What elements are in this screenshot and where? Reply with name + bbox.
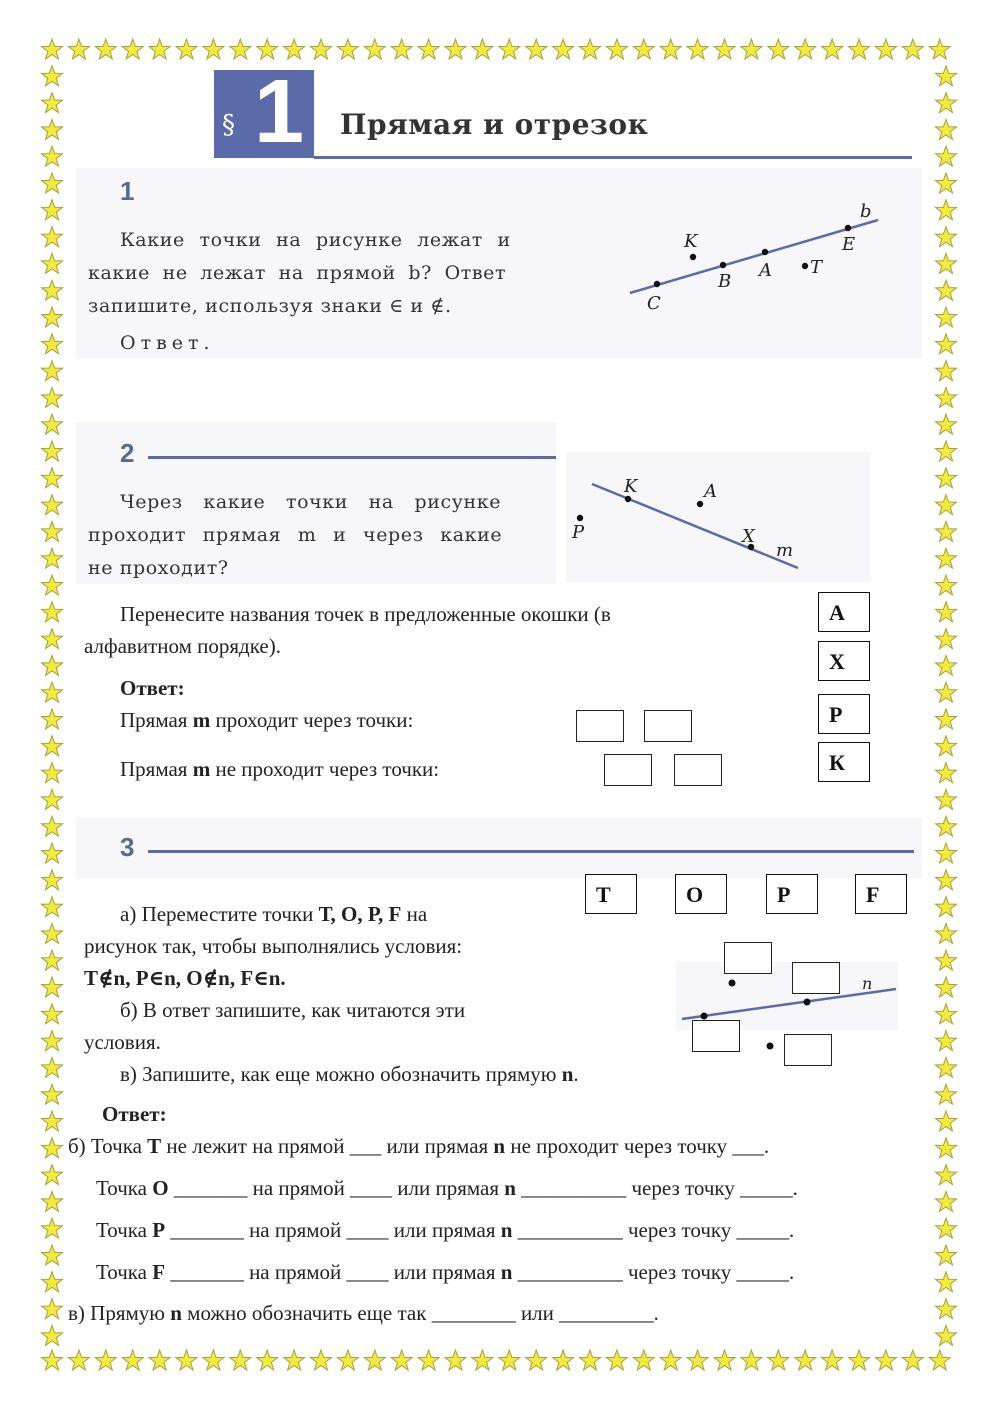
border-star-icon xyxy=(42,736,63,756)
task2-row-1-bold: m xyxy=(192,708,211,732)
answer-f-b1: F xyxy=(152,1260,166,1284)
border-star-icon xyxy=(936,1272,957,1292)
border-star-icon xyxy=(849,39,870,59)
task3-line-a1-prefix: а) Переместите точки xyxy=(120,902,319,926)
border-star-icon xyxy=(391,1350,412,1370)
border-star-icon xyxy=(768,39,789,59)
drag-tile-f[interactable]: F xyxy=(855,874,907,914)
border-star-icon xyxy=(822,39,843,59)
border-star-icon xyxy=(95,39,116,59)
task2-text xyxy=(88,486,548,585)
answer-line-n xyxy=(68,1301,659,1326)
border-star-icon xyxy=(936,253,957,273)
drop-box-fig-2[interactable] xyxy=(792,962,840,994)
line-b xyxy=(630,220,878,293)
task3-text xyxy=(84,898,604,1090)
point-on-n-1 xyxy=(701,1013,708,1020)
answer-t-b2: n xyxy=(493,1134,506,1158)
border-star-icon xyxy=(42,307,63,327)
answer-line-p xyxy=(96,1218,794,1243)
border-star-icon xyxy=(230,1350,251,1370)
border-star-icon xyxy=(822,1350,843,1370)
answer-o-p1: Точка xyxy=(96,1176,153,1200)
border-star-icon xyxy=(42,468,63,488)
header-rule xyxy=(314,156,912,159)
border-star-icon xyxy=(42,361,63,381)
point-b xyxy=(720,262,726,268)
border-star-icon xyxy=(741,39,762,59)
border-star-icon xyxy=(42,1299,63,1319)
task3-answer-label: Ответ: xyxy=(102,1102,167,1126)
label-e: E xyxy=(842,234,856,255)
border-star-icon xyxy=(580,1350,601,1370)
border-star-icon xyxy=(936,1218,957,1238)
border-star-icon xyxy=(526,1350,547,1370)
answer-line-f xyxy=(96,1260,794,1285)
border-star-icon xyxy=(122,39,143,59)
task2-instruction-line-2: алфавитном порядке). xyxy=(84,634,281,658)
label-t: T xyxy=(810,257,823,278)
border-star-icon xyxy=(936,334,957,354)
border-star-icon xyxy=(936,227,957,247)
border-star-icon xyxy=(311,39,332,59)
border-star-icon xyxy=(42,119,63,139)
border-star-icon xyxy=(42,789,63,809)
answer-p-p3: __________ через точку _____. xyxy=(512,1218,795,1242)
border-star-icon xyxy=(42,1165,63,1185)
border-star-icon xyxy=(849,1350,870,1370)
point-c xyxy=(654,281,660,287)
task1-figure xyxy=(620,200,900,320)
border-star-icon xyxy=(526,39,547,59)
border-star-icon xyxy=(936,682,957,702)
answer-line-o xyxy=(96,1176,798,1201)
border-star-icon xyxy=(337,1350,358,1370)
border-star-icon xyxy=(42,548,63,568)
label-k: K xyxy=(684,231,698,252)
answer-o-p2: _______ на прямой ____ или прямая xyxy=(168,1176,505,1200)
border-star-icon xyxy=(929,39,950,59)
label-a2: A xyxy=(704,481,717,502)
border-star-icon xyxy=(42,977,63,997)
answer-t-p2: не лежит на прямой ___ или прямая xyxy=(161,1134,494,1158)
border-star-icon xyxy=(472,39,493,59)
border-star-icon xyxy=(936,763,957,783)
page-title: Прямая и отрезок xyxy=(340,108,649,141)
point-off-n-2 xyxy=(764,1040,776,1052)
border-star-icon xyxy=(633,1350,654,1370)
point-k xyxy=(690,254,696,260)
border-star-icon xyxy=(445,1350,466,1370)
task2-instruction-line-1: Перенесите названия точек в предложенные окошки (в xyxy=(120,602,611,626)
border-star-icon xyxy=(122,1350,143,1370)
border-star-icon xyxy=(418,1350,439,1370)
label-c: C xyxy=(647,293,661,314)
border-star-icon xyxy=(875,39,896,59)
border-star-icon xyxy=(257,1350,278,1370)
border-star-icon xyxy=(936,789,957,809)
border-star-icon xyxy=(311,1350,332,1370)
border-star-icon xyxy=(42,387,63,407)
border-star-icon xyxy=(936,548,957,568)
border-star-icon xyxy=(936,709,957,729)
answer-t-b1: Т xyxy=(147,1134,162,1158)
border-star-icon xyxy=(936,1111,957,1131)
label-k2: K xyxy=(624,476,638,497)
border-star-icon xyxy=(936,1138,957,1158)
border-star-icon xyxy=(42,897,63,917)
task3-background xyxy=(76,818,922,878)
border-star-icon xyxy=(42,602,63,622)
border-star-icon xyxy=(42,950,63,970)
border-star-icon xyxy=(936,1004,957,1024)
answer-o-b2: n xyxy=(504,1176,516,1200)
border-star-icon xyxy=(936,629,957,649)
task3-line-a2: рисунок так, чтобы выполнялись условия: xyxy=(84,934,463,958)
border-star-icon xyxy=(42,93,63,113)
border-star-icon xyxy=(936,870,957,890)
border-star-icon xyxy=(795,1350,816,1370)
border-star-icon xyxy=(176,1350,197,1370)
answer-f-p3: __________ через точку _____. xyxy=(512,1260,795,1284)
border-star-icon xyxy=(42,1191,63,1211)
answer-o-p3: __________ через точку _____. xyxy=(515,1176,798,1200)
task2-figure xyxy=(566,470,806,580)
border-star-icon xyxy=(936,977,957,997)
point-p2 xyxy=(577,515,583,521)
label-x2: X xyxy=(742,526,755,547)
task3-line-c xyxy=(84,1058,604,1090)
point-on-n-2 xyxy=(804,999,811,1006)
drag-tile-x[interactable]: Х xyxy=(818,641,870,681)
border-star-icon xyxy=(936,66,957,86)
border-star-icon xyxy=(936,119,957,139)
border-star-icon xyxy=(936,1325,957,1345)
border-star-icon xyxy=(936,414,957,434)
section-number: 1 xyxy=(254,62,305,162)
border-star-icon xyxy=(875,1350,896,1370)
task3-conditions: Т∉n, Р∈n, О∉n, F∈n. xyxy=(84,966,286,990)
border-star-icon xyxy=(553,1350,574,1370)
border-star-icon xyxy=(687,1350,708,1370)
task2-number: 2 xyxy=(120,438,135,468)
answer-p-p2: _______ на прямой ____ или прямая xyxy=(165,1218,501,1242)
border-star-icon xyxy=(176,39,197,59)
border-star-icon xyxy=(936,280,957,300)
task2-row-2 xyxy=(120,757,439,782)
border-star-icon xyxy=(936,441,957,461)
border-star-icon xyxy=(499,39,520,59)
border-star-icon xyxy=(936,1031,957,1051)
border-star-icon xyxy=(149,39,170,59)
task3-rule xyxy=(148,850,914,853)
border-star-icon xyxy=(42,816,63,836)
drag-tile-p[interactable]: Р xyxy=(818,694,870,734)
task1-answer-label: Ответ. xyxy=(120,332,215,354)
drag-tile-o[interactable]: О xyxy=(675,874,727,914)
task2-row-2-suffix: не проходит через точки: xyxy=(210,757,440,781)
drop-box-notpass-2[interactable] xyxy=(674,754,722,786)
border-star-icon xyxy=(714,1350,735,1370)
border-star-icon xyxy=(936,307,957,327)
border-star-icon xyxy=(42,923,63,943)
answer-t-p3: не проходит через точку ___. xyxy=(505,1134,770,1158)
task1-line-2: какие не лежат на прямой b? Ответ xyxy=(88,262,507,284)
border-star-icon xyxy=(42,709,63,729)
border-star-icon xyxy=(42,200,63,220)
border-star-icon xyxy=(936,1165,957,1185)
border-star-icon xyxy=(42,1245,63,1265)
border-star-icon xyxy=(203,39,224,59)
border-star-icon xyxy=(741,1350,762,1370)
border-star-icon xyxy=(42,414,63,434)
label-n: n xyxy=(862,974,873,993)
border-star-icon xyxy=(42,1031,63,1051)
border-star-icon xyxy=(936,1191,957,1211)
border-star-icon xyxy=(795,39,816,59)
border-star-icon xyxy=(42,763,63,783)
label-a: A xyxy=(759,260,772,281)
section-header xyxy=(214,62,914,162)
section-sign: § xyxy=(222,110,235,140)
answer-n-p2: можно обозначить еще так ________ или _________. xyxy=(181,1301,659,1325)
border-star-icon xyxy=(936,361,957,381)
task3-line-a1 xyxy=(84,898,604,930)
label-m2: m xyxy=(776,540,794,561)
border-star-icon xyxy=(902,1350,923,1370)
drag-tile-k[interactable]: К xyxy=(818,742,870,782)
border-star-icon xyxy=(42,1350,63,1370)
border-star-icon xyxy=(364,39,385,59)
border-star-icon xyxy=(42,39,63,59)
task2-row-1-prefix: Прямая xyxy=(120,708,193,732)
drop-box-fig-1[interactable] xyxy=(724,942,772,974)
border-star-icon xyxy=(936,468,957,488)
border-star-icon xyxy=(42,843,63,863)
border-star-icon xyxy=(936,736,957,756)
border-star-icon xyxy=(936,387,957,407)
task2-line-1: Через какие точки на рисунке xyxy=(120,491,502,513)
task2-row-2-prefix: Прямая xyxy=(120,757,193,781)
border-star-icon xyxy=(687,39,708,59)
task3-line-c-suffix: . xyxy=(573,1062,579,1086)
border-star-icon xyxy=(936,521,957,541)
border-star-icon xyxy=(42,66,63,86)
task2-rule xyxy=(148,456,556,459)
border-star-icon xyxy=(95,1350,116,1370)
drop-box-fig-4[interactable] xyxy=(784,1034,832,1066)
border-star-icon xyxy=(42,227,63,247)
border-star-icon xyxy=(42,280,63,300)
border-star-icon xyxy=(929,1350,950,1370)
border-star-icon xyxy=(42,146,63,166)
border-star-icon xyxy=(936,950,957,970)
task3-line-a1-bold: Т, О, Р, F xyxy=(318,902,402,926)
border-star-icon xyxy=(936,495,957,515)
border-star-icon xyxy=(42,253,63,273)
answer-o-b1: О xyxy=(152,1176,169,1200)
border-star-icon xyxy=(499,1350,520,1370)
border-star-icon xyxy=(936,146,957,166)
border-star-icon xyxy=(42,1138,63,1158)
point-off-n-1 xyxy=(729,980,736,987)
border-star-icon xyxy=(768,1350,789,1370)
line-n xyxy=(682,989,896,1019)
line-m xyxy=(592,484,798,568)
answer-p-p1: Точка xyxy=(96,1218,153,1242)
label-p2: P xyxy=(572,522,585,543)
label-b-point: B xyxy=(718,271,732,292)
answer-t-p1: б) Точка xyxy=(68,1134,148,1158)
task1-line-1: Какие точки на рисунке лежат и xyxy=(120,229,511,251)
task3-line-b2: условия. xyxy=(84,1030,161,1054)
border-star-icon xyxy=(445,39,466,59)
answer-n-p1: в) Прямую xyxy=(68,1301,171,1325)
answer-n-b1: n xyxy=(170,1301,182,1325)
border-star-icon xyxy=(42,1218,63,1238)
task2-instruction xyxy=(84,598,611,662)
drag-tile-t[interactable]: Т xyxy=(585,874,637,914)
drag-tile-a[interactable]: А xyxy=(818,592,870,632)
border-star-icon xyxy=(68,1350,89,1370)
label-b: b xyxy=(860,201,872,222)
task3-line-c-bold: n xyxy=(561,1062,574,1086)
point-e xyxy=(845,225,851,231)
border-star-icon xyxy=(42,682,63,702)
border-star-icon xyxy=(936,1245,957,1265)
border-star-icon xyxy=(42,1325,63,1345)
point-a2 xyxy=(697,501,703,507)
border-star-icon xyxy=(418,39,439,59)
border-star-icon xyxy=(42,521,63,541)
border-star-icon xyxy=(68,39,89,59)
border-star-icon xyxy=(391,39,412,59)
task2-line-3: не проходит? xyxy=(88,557,229,579)
border-star-icon xyxy=(936,200,957,220)
border-star-icon xyxy=(203,1350,224,1370)
border-star-icon xyxy=(472,1350,493,1370)
task1-number: 1 xyxy=(120,176,135,206)
border-star-icon xyxy=(936,897,957,917)
drop-box-fig-3[interactable] xyxy=(692,1020,740,1052)
task3-number: 3 xyxy=(120,832,135,862)
border-star-icon xyxy=(606,39,627,59)
border-star-icon xyxy=(553,39,574,59)
border-star-icon xyxy=(606,1350,627,1370)
border-star-icon xyxy=(936,602,957,622)
border-star-icon xyxy=(902,39,923,59)
drop-box-pass-2[interactable] xyxy=(644,710,692,742)
task2-line-2: проходит прямая m и через какие xyxy=(88,524,503,546)
border-star-icon xyxy=(284,1350,305,1370)
border-star-icon xyxy=(42,1272,63,1292)
border-star-icon xyxy=(42,1084,63,1104)
border-star-icon xyxy=(714,39,735,59)
answer-f-b2: n xyxy=(500,1260,513,1284)
border-star-icon xyxy=(42,629,63,649)
task2-row-2-bold: m xyxy=(192,757,211,781)
border-star-icon xyxy=(936,575,957,595)
border-star-icon xyxy=(42,1111,63,1131)
border-star-icon xyxy=(936,923,957,943)
border-star-icon xyxy=(337,39,358,59)
border-star-icon xyxy=(42,1004,63,1024)
task3-line-c-prefix: в) Запишите, как еще можно обозначить прямую xyxy=(120,1062,562,1086)
border-star-icon xyxy=(42,495,63,515)
border-star-icon xyxy=(42,870,63,890)
answer-p-b2: n xyxy=(500,1218,513,1242)
border-star-icon xyxy=(230,39,251,59)
border-star-icon xyxy=(42,575,63,595)
border-star-icon xyxy=(257,39,278,59)
drop-box-notpass-1[interactable] xyxy=(604,754,652,786)
border-star-icon xyxy=(364,1350,385,1370)
border-star-icon xyxy=(580,39,601,59)
border-star-icon xyxy=(936,173,957,193)
border-star-icon xyxy=(936,1084,957,1104)
border-star-icon xyxy=(284,39,305,59)
point-a xyxy=(762,249,768,255)
border-star-icon xyxy=(42,1057,63,1077)
answer-line-t xyxy=(68,1134,769,1159)
border-star-icon xyxy=(936,1057,957,1077)
border-star-icon xyxy=(936,93,957,113)
answer-p-b1: Р xyxy=(152,1218,166,1242)
task2-answer-label: Ответ: xyxy=(120,676,185,700)
task1-line-3: запишите, используя знаки ∈ и ∉. xyxy=(88,295,452,317)
border-star-icon xyxy=(42,441,63,461)
border-star-icon xyxy=(660,39,681,59)
drop-box-pass-1[interactable] xyxy=(576,710,624,742)
answer-f-p1: Точка xyxy=(96,1260,153,1284)
border-star-icon xyxy=(42,334,63,354)
answer-f-p2: _______ на прямой ____ или прямая xyxy=(165,1260,501,1284)
border-star-icon xyxy=(42,655,63,675)
task2-row-1-suffix: проходит через точки: xyxy=(210,708,414,732)
task2-row-1 xyxy=(120,708,413,733)
border-star-icon xyxy=(149,1350,170,1370)
point-t xyxy=(802,263,808,269)
task3-line-a1-suffix: на xyxy=(401,902,428,926)
border-star-icon xyxy=(936,1299,957,1319)
border-star-icon xyxy=(936,655,957,675)
task3-line-b1: б) В ответ запишите, как читаются эти xyxy=(120,998,466,1022)
border-star-icon xyxy=(660,1350,681,1370)
task1-text xyxy=(88,224,548,360)
border-star-icon xyxy=(633,39,654,59)
border-star-icon xyxy=(936,843,957,863)
border-star-icon xyxy=(936,816,957,836)
drag-tile-r[interactable]: Р xyxy=(766,874,818,914)
border-star-icon xyxy=(42,173,63,193)
